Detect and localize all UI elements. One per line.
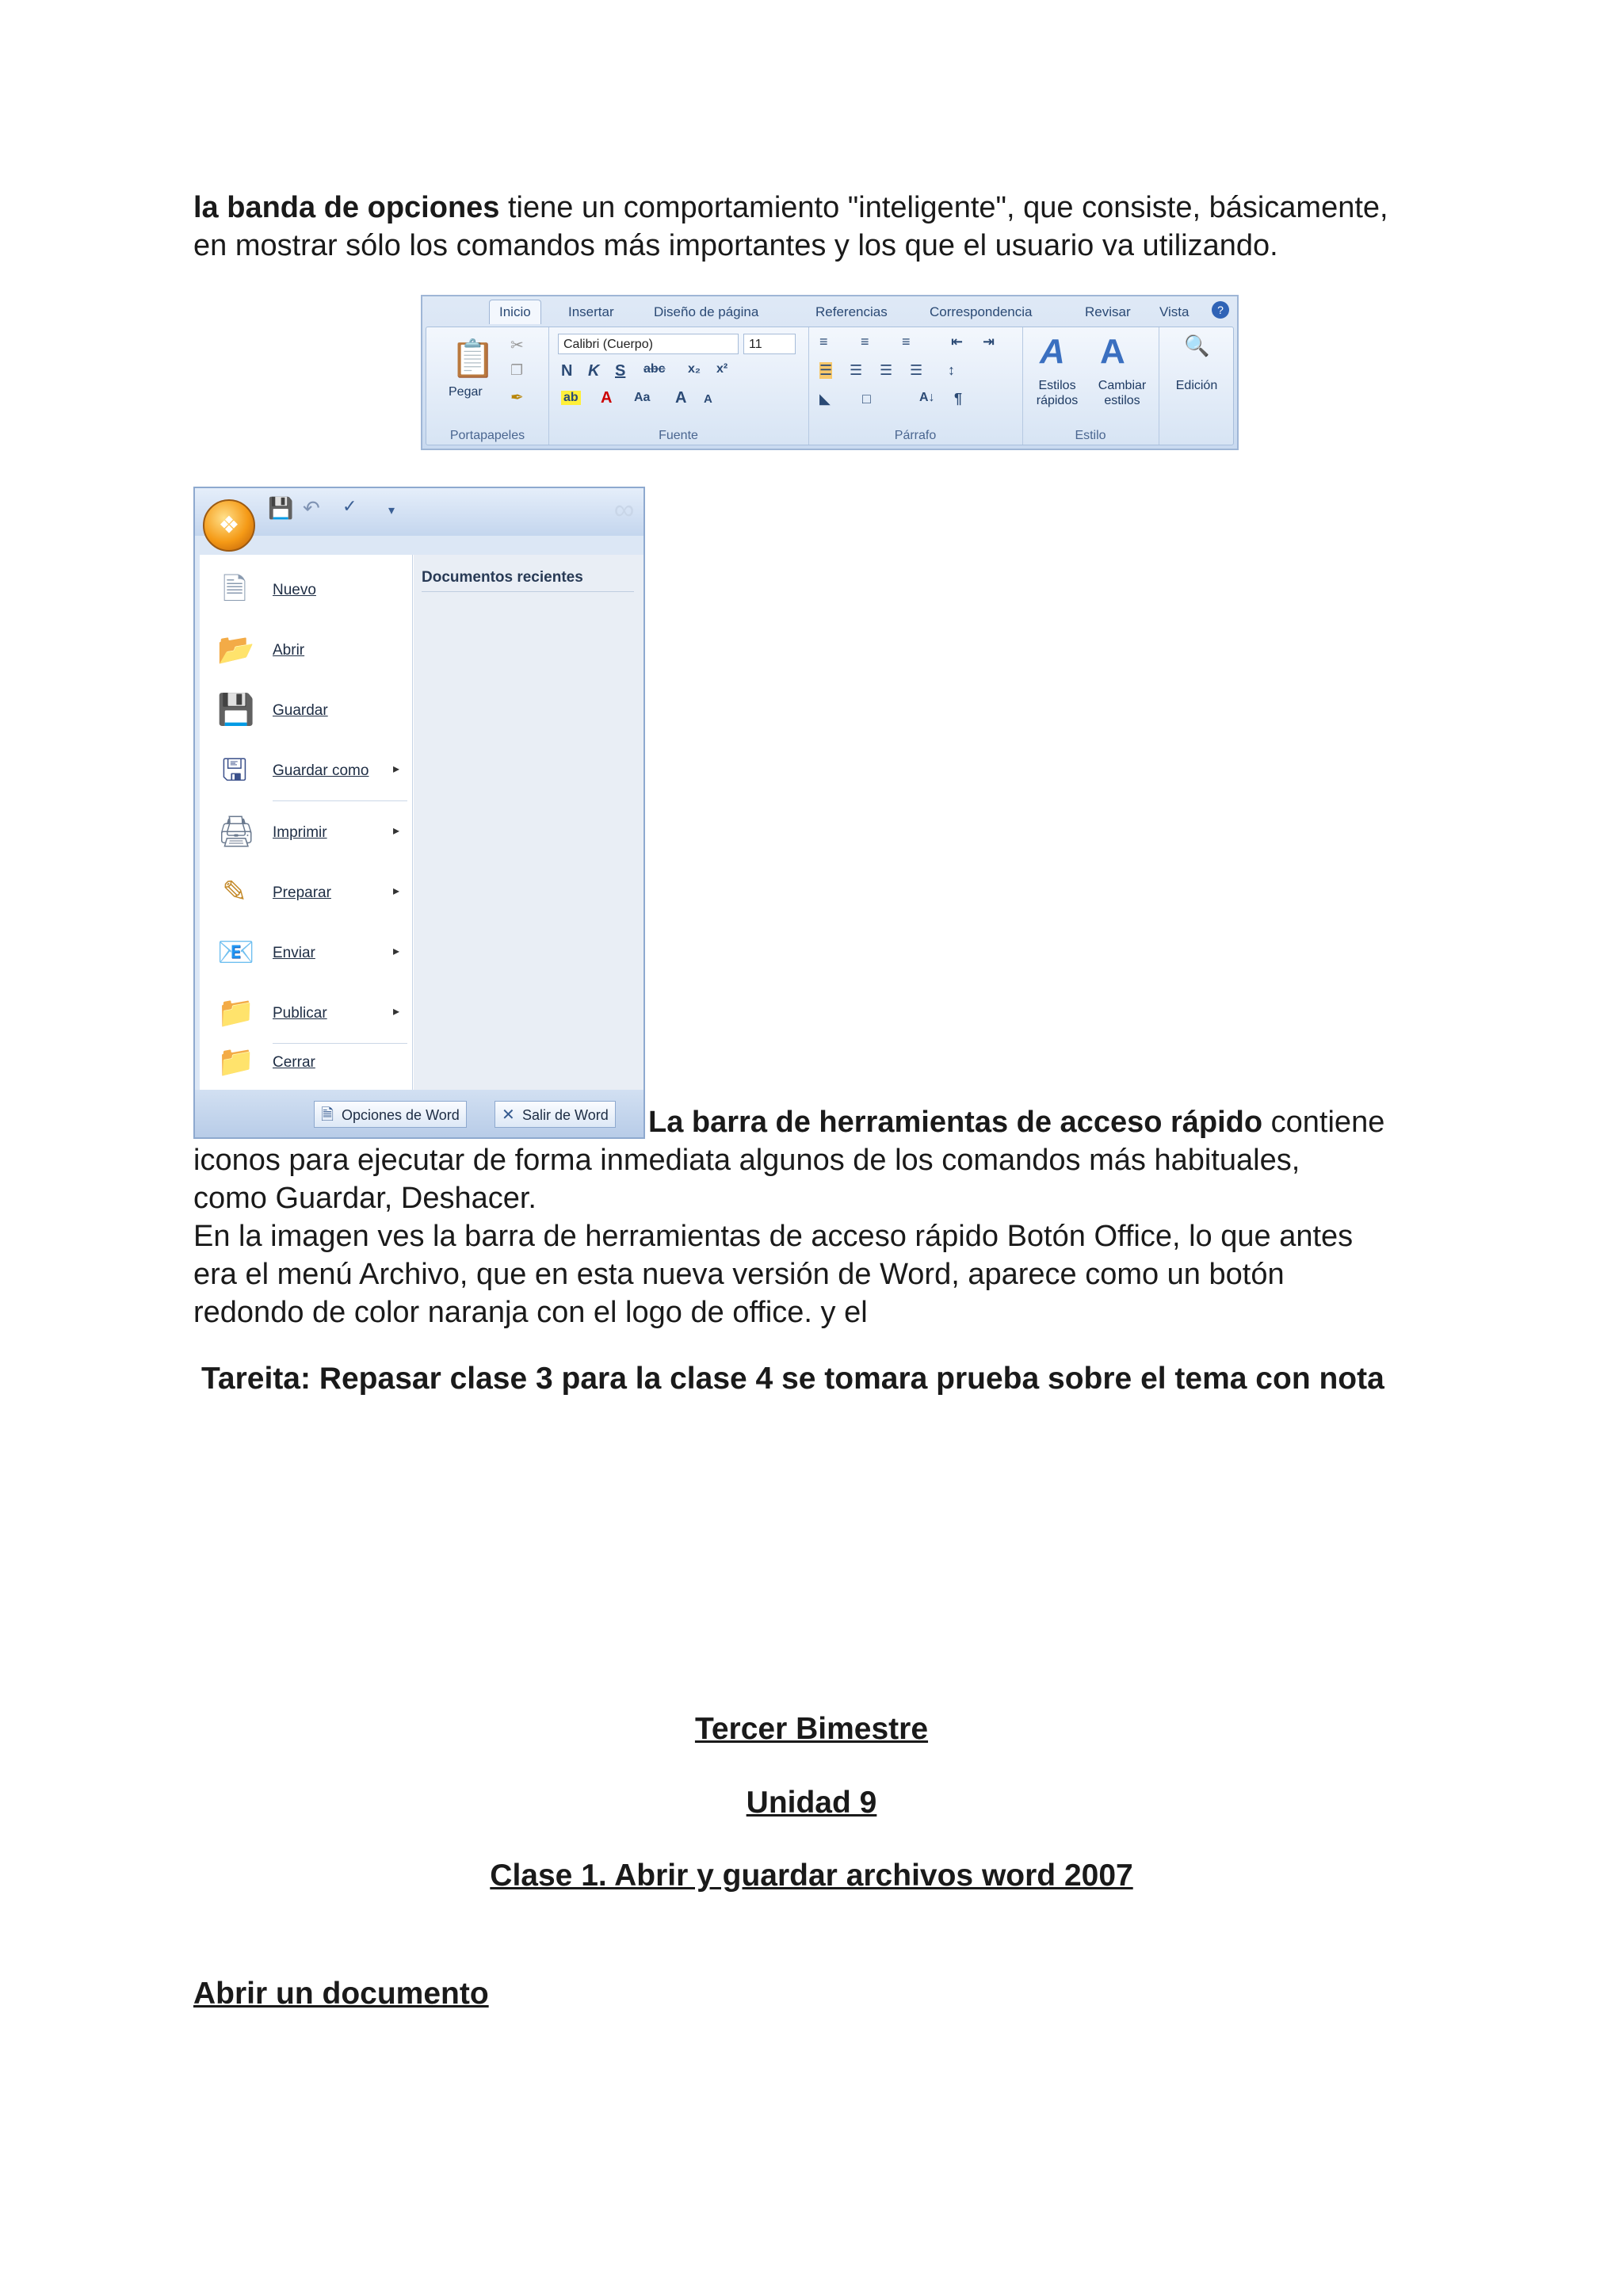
- edit-label[interactable]: Edición: [1175, 379, 1218, 392]
- save-as-icon: 🖫: [221, 754, 248, 787]
- exit-word-button[interactable]: [495, 1101, 616, 1128]
- word-options-label: Opciones de Word: [342, 1107, 460, 1123]
- qat-line6: redondo de color naranja con el logo de office. y el: [193, 1296, 868, 1329]
- ribbon-screenshot: [421, 295, 1239, 450]
- align-right-icon[interactable]: ☰: [880, 362, 893, 378]
- superscript-icon[interactable]: x²: [716, 362, 728, 376]
- menu-item-label: Imprimir: [273, 824, 327, 841]
- quick-styles-icon[interactable]: A: [1040, 332, 1065, 371]
- intro-line1: tiene un comportamiento "inteligente", que consiste, básicamente,: [499, 191, 1388, 224]
- qat-paragraph-first-line: [648, 1103, 1384, 1141]
- qat-save-icon[interactable]: 💾: [268, 496, 294, 520]
- qat-line5: era el menú Archivo, que en esta nueva versión de Word, aparece como un botón: [193, 1258, 1285, 1291]
- paste-icon[interactable]: 📋: [450, 338, 496, 379]
- align-left-icon[interactable]: ☰: [819, 362, 833, 378]
- submenu-arrow-icon: ▸: [393, 945, 400, 958]
- group-edicion: [1159, 327, 1235, 445]
- tab-insertar[interactable]: Insertar: [568, 304, 614, 319]
- open-folder-icon: 📂: [217, 633, 255, 667]
- group-portapapeles: [426, 327, 549, 445]
- menu-item-imprimir[interactable]: [200, 805, 412, 861]
- qat-line3: como Guardar, Deshacer.: [193, 1182, 537, 1215]
- group-label-parrafo: Párrafo: [894, 429, 937, 442]
- menu-separator: [273, 800, 407, 801]
- change-styles-label[interactable]: Cambiar estilos: [1098, 379, 1147, 407]
- unit-heading: Unidad 9: [746, 1786, 877, 1820]
- tab-referencias[interactable]: Referencias: [815, 304, 888, 319]
- format-painter-icon[interactable]: ✒: [510, 389, 524, 407]
- options-icon: 🗎: [321, 1106, 334, 1124]
- new-document-icon: 🗎: [222, 573, 247, 606]
- group-label-fuente: Fuente: [659, 429, 698, 442]
- italic-button[interactable]: K: [588, 362, 600, 380]
- submenu-arrow-icon: ▸: [393, 884, 400, 898]
- font-color-icon[interactable]: A: [601, 389, 613, 407]
- word-options-button[interactable]: [314, 1101, 467, 1128]
- change-styles-icon[interactable]: A: [1100, 332, 1125, 371]
- menu-item-cerrar[interactable]: [200, 1035, 412, 1091]
- multilevel-icon[interactable]: ≡: [902, 334, 911, 350]
- ribbon-body: [426, 327, 1234, 445]
- font-size-select[interactable]: 11: [743, 334, 796, 354]
- underline-button[interactable]: S: [615, 362, 626, 380]
- group-estilo: [1022, 327, 1159, 445]
- section-heading: Abrir un documento: [193, 1977, 489, 2011]
- group-parrafo: [808, 327, 1023, 445]
- qat-customize-icon[interactable]: ▾: [388, 504, 395, 518]
- qat-line4: En la imagen ves la barra de herramientas de acceso rápido Botón Office, lo que antes: [193, 1220, 1354, 1253]
- shading-icon[interactable]: ◣: [819, 391, 831, 407]
- intro-paragraph: [193, 189, 1461, 265]
- intro-bold: la banda de opciones: [193, 191, 500, 224]
- pilcrow-icon[interactable]: ¶: [954, 391, 963, 407]
- font-name-select[interactable]: Calibri (Cuerpo): [558, 334, 739, 354]
- sort-icon[interactable]: A↓: [919, 391, 935, 404]
- qat-bold: La barra de herramientas de acceso rápido: [648, 1106, 1263, 1139]
- menu-panel: [200, 555, 602, 1091]
- bullets-icon[interactable]: ≡: [819, 334, 828, 350]
- cut-icon[interactable]: ✂: [510, 337, 524, 354]
- menu-bottom-bar: [195, 1090, 643, 1137]
- tab-inicio[interactable]: Inicio: [489, 300, 541, 324]
- qat-paragraph: [193, 1141, 1461, 1331]
- menu-item-nuevo[interactable]: [200, 563, 412, 618]
- justify-icon[interactable]: ☰: [910, 362, 923, 378]
- bold-button[interactable]: N: [561, 362, 573, 380]
- close-folder-icon: 📁: [217, 1045, 255, 1079]
- printer-icon: 🖨: [217, 816, 256, 849]
- send-icon: 📧: [217, 936, 255, 969]
- menu-item-guardar-como[interactable]: [200, 743, 412, 799]
- menu-item-label: Preparar: [273, 884, 331, 901]
- menu-item-label: Guardar como: [273, 762, 369, 779]
- menu-item-publicar[interactable]: [200, 986, 412, 1041]
- qat-rest-line1: contiene: [1262, 1106, 1385, 1139]
- publish-icon: 📁: [217, 996, 255, 1030]
- menu-item-label: Publicar: [273, 1005, 327, 1022]
- menu-item-label: Enviar: [273, 945, 315, 961]
- quick-access-toolbar: [195, 488, 643, 536]
- qat-line2: iconos para ejecutar de forma inmediata algunos de los comandos más habituales,: [193, 1144, 1300, 1177]
- task-text: Tareita: Repasar clase 3 para la clase 4 se tomara prueba sobre el tema con nota: [201, 1362, 1384, 1396]
- ribbon-tabs: [422, 296, 1237, 328]
- tab-correspondencia[interactable]: Correspondencia: [930, 304, 1033, 319]
- grow-font-icon[interactable]: A: [675, 389, 687, 407]
- menu-item-enviar[interactable]: [200, 926, 412, 981]
- paste-label[interactable]: Pegar: [449, 385, 483, 399]
- submenu-arrow-icon: ▸: [393, 1005, 400, 1018]
- change-case-icon[interactable]: Aa: [634, 391, 651, 404]
- group-label-estilo: Estilo: [1075, 429, 1106, 442]
- borders-icon[interactable]: □: [862, 391, 871, 407]
- recent-documents-title: Documentos recientes: [422, 569, 583, 586]
- tab-vista[interactable]: Vista: [1159, 304, 1190, 319]
- shrink-font-icon[interactable]: A: [704, 392, 712, 406]
- save-disk-icon: 💾: [217, 693, 255, 727]
- exit-word-label: Salir de Word: [522, 1107, 609, 1123]
- tab-diseno[interactable]: Diseño de página: [654, 304, 759, 319]
- submenu-arrow-icon: ▸: [393, 824, 400, 838]
- tab-revisar[interactable]: Revisar: [1085, 304, 1131, 319]
- intro-line2: en mostrar sólo los comandos más importantes y los que el usuario va utilizando.: [193, 229, 1278, 262]
- line-spacing-icon[interactable]: ↕: [948, 362, 955, 378]
- menu-item-label: Nuevo: [273, 582, 316, 598]
- menu-commands: [200, 555, 413, 1091]
- office-menu-screenshot: [193, 487, 645, 1139]
- highlight-icon[interactable]: ab: [561, 391, 581, 405]
- menu-item-abrir[interactable]: [200, 623, 412, 678]
- office-logo-icon: ❖: [218, 512, 240, 539]
- group-label-portapapeles: Portapapeles: [449, 429, 525, 442]
- group-fuente: [548, 327, 809, 445]
- subscript-icon[interactable]: x₂: [688, 362, 701, 376]
- copy-icon[interactable]: ❐: [510, 362, 524, 378]
- numbering-icon[interactable]: ≡: [861, 334, 869, 350]
- watermark-logo: ∞: [613, 493, 634, 525]
- menu-item-label: Guardar: [273, 702, 328, 719]
- align-center-icon[interactable]: ☰: [850, 362, 863, 378]
- menu-item-label: Abrir: [273, 642, 305, 659]
- binoculars-icon[interactable]: 🔍: [1184, 334, 1210, 357]
- office-button[interactable]: [203, 499, 255, 552]
- strikethrough-icon[interactable]: abc: [643, 362, 666, 376]
- help-icon[interactable]: ?: [1212, 301, 1229, 319]
- quick-styles-label[interactable]: Estilos rápidos: [1036, 379, 1079, 407]
- term-heading: Tercer Bimestre: [694, 1712, 929, 1746]
- indent-icon[interactable]: ⇤: [951, 334, 964, 350]
- menu-item-guardar[interactable]: [200, 683, 412, 739]
- recent-documents-pane: [414, 555, 643, 1091]
- outdent-icon[interactable]: ⇥: [983, 334, 995, 350]
- menu-item-preparar[interactable]: [200, 865, 412, 921]
- submenu-arrow-icon: ▸: [393, 762, 400, 776]
- prepare-icon: ✎: [222, 876, 247, 909]
- qat-undo-icon[interactable]: ↶: [303, 496, 320, 520]
- recent-divider: [422, 591, 634, 592]
- menu-item-label: Cerrar: [273, 1054, 315, 1071]
- qat-spelling-icon[interactable]: ✓: [342, 496, 357, 516]
- lesson-heading: Clase 1. Abrir y guardar archivos word 2007: [490, 1859, 1133, 1893]
- close-icon: ✕: [502, 1106, 515, 1124]
